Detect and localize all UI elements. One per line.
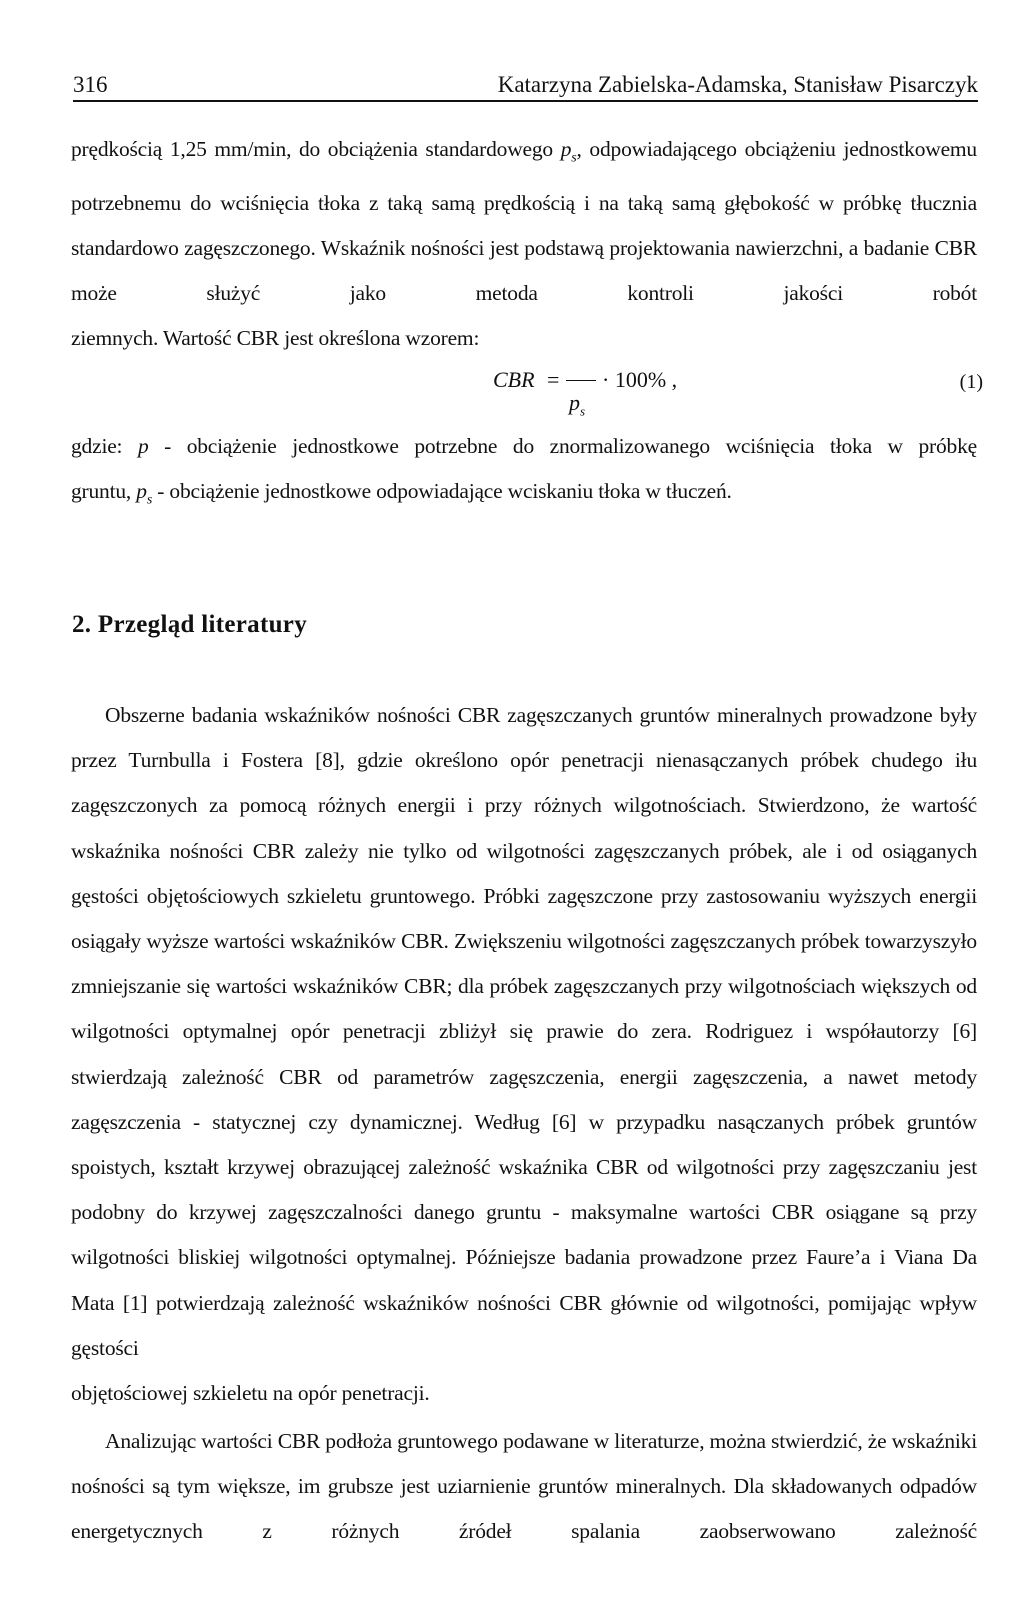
header-rule — [73, 100, 978, 102]
equation-number: (1) — [959, 371, 983, 393]
literature-paragraph-2 — [71, 1419, 977, 1555]
definitions-prefix: gdzie: — [71, 434, 138, 458]
symbol-p: p — [137, 434, 149, 458]
formula-rhs: · 100% , — [602, 367, 678, 392]
running-header-authors: Katarzyna Zabielska-Adamska, Stanisław Pisarczyk — [497, 72, 978, 97]
denominator-subscript: s — [580, 403, 586, 419]
formula-denominator — [569, 389, 585, 425]
intro-last-line: ziemnych. Wartość CBR jest określona wzorem: — [71, 326, 480, 351]
definitions-line2 — [71, 469, 977, 523]
intro-paragraph — [71, 127, 977, 361]
intro-rest: jednostkowemu potrzebnemu do wciśnięcia tłoka z taką samą prędkością i na taką samą głębokość w próbkę tłucznia standardowo zagęszczonego. Wskaźnik nośności jest podstawą projektowania nawierzchni, a badanie CBR może służyć jako metoda kontroli jakości robót — [71, 137, 977, 305]
definitions-paragraph — [71, 424, 977, 523]
formula-lhs: CBR — [493, 367, 535, 392]
formula-equals: = — [547, 367, 560, 392]
definitions-line2-start: gruntu, — [71, 479, 137, 504]
page-number: 316 — [73, 72, 108, 97]
intro-line1: prędkością 1,25 mm/min, do obciążenia standardowego — [71, 137, 561, 161]
intro-line1-rest: , odpowiadającego obciążeniu — [576, 137, 836, 161]
fraction-bar — [566, 380, 596, 381]
denominator-symbol: p — [569, 390, 580, 415]
subscript-s: s — [571, 150, 577, 166]
running-header — [73, 66, 978, 102]
paragraph1-body: Obszerne badania wskaźników nośności CBR zagęszczanych gruntów mineralnych prowadzone były przez Turnbulla i Fostera [8], gdzie określono opór penetracji nienasączanych próbek chudego iłu zagęszczonych za pomocą różnych energii i przy różnych wilgotnościach. Stwierdzono, że wartość wskaźnika nośności CBR zależy nie tylko od wilgotności zagęszczanych próbek, ale i od osiąganych gęstości objętościowych szkieletu gruntowego. Próbki zagęszczone przy zastosowaniu wyższych energii osiągały wyższe wartości wskaźników CBR. Zwiększeniu wilgotności zagęszczanych próbek towarzyszyło zmniejszanie się wartości wskaźników CBR; dla próbek zagęszczanych przy wilgotnościach większych od wilgotności optymalnej opór penetracji zbliżył się prawie do zera. Rodriguez i współautorzy [6] stwierdzają zależność CBR od parametrów zagęszczenia, energii zagęszczenia, a nawet metody zagęszczenia - statycznej czy dynamicznej. Według [6] w przypadku nasączanych próbek gruntów spoistych, kształt krzywej obrazującej zależność wskaźnika CBR od wilgotności przy zagęszczaniu jest podobny do krzywej zagęszczalności danego gruntu - maksymalne wartości CBR osiągane są przy wilgotności bliskiej wilgotności optymalnej. Późniejsze badania prowadzone przez Faure’a i Viana Da Mata [1] potwierdzają zależność wskaźników nośności CBR głównie od wilgotności, pomijając wpływ gęstości — [71, 703, 977, 1360]
symbol-ps: $p_s$ — [560, 137, 577, 166]
subscript-s: s — [146, 492, 153, 508]
paragraph1-last-line: objętościowej szkieletu na opór penetracji. — [71, 1381, 430, 1406]
section-heading: 2. Przegląd literatury — [72, 611, 307, 638]
definition-ps: - obciążenie jednostkowe odpowiadające wciskaniu tłoka w tłuczeń. — [152, 479, 732, 504]
symbol-ps-2: $p_s$ — [136, 479, 153, 508]
definition-p: - obciążenie jednostkowe potrzebne do znormalizowanego wciśnięcia tłoka w próbkę — [148, 434, 977, 458]
literature-paragraph-1 — [71, 693, 977, 1416]
paragraph2-body: Analizując wartości CBR podłoża gruntowego podawane w literaturze, można stwierdzić, że wskaźniki nośności są tym większe, im grubsze jest uziarnienie gruntów mineralnych. Dla składowanych odpadów energetycznych z różnych źródeł spalania zaobserwowano zależność — [71, 1429, 977, 1544]
